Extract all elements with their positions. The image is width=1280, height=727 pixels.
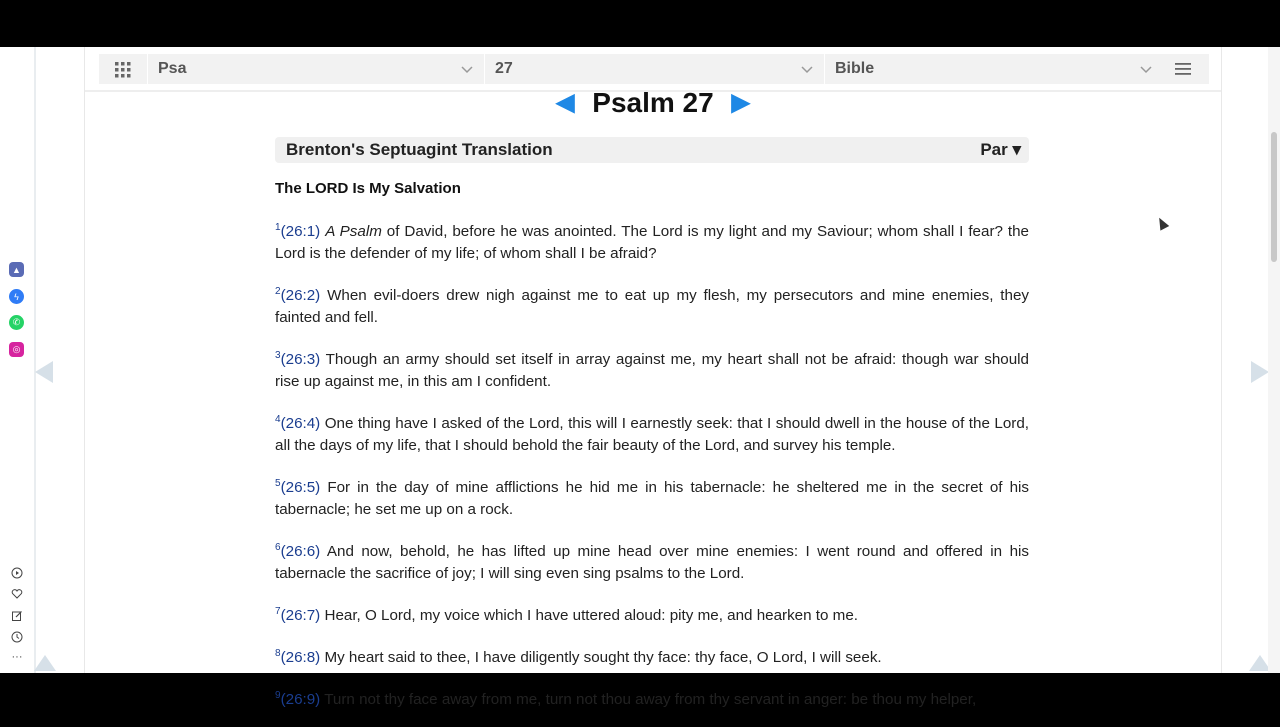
verse-reference[interactable]: (26:7) (280, 607, 321, 624)
chapter-heading (85, 87, 1221, 119)
verse (275, 537, 1029, 585)
verse-text: Turn not thy face away from me, turn not thou away from thy servant in anger: be thou my helper, (320, 691, 977, 708)
play-icon[interactable] (10, 567, 24, 581)
verse-text: My heart said to thee, I have diligently sought thy face: thy face, O Lord, I will seek. (320, 649, 882, 666)
verse-text: When evil-doers drew nigh against me to eat up my flesh, my persecutors and mine enemies, they fainted and fell. (275, 287, 1029, 326)
more-icon[interactable]: ··· (11, 651, 23, 663)
chapter-select[interactable] (484, 54, 825, 84)
version-select-value: Bible (835, 60, 875, 77)
left-share-rail (0, 47, 36, 673)
next-chapter-arrow-icon[interactable]: ▶ (731, 89, 750, 116)
verse (275, 281, 1029, 329)
verse-number[interactable]: 4 (275, 414, 281, 425)
verse-reference[interactable]: (26:6) (280, 543, 321, 560)
version-select[interactable] (824, 54, 1164, 84)
verse (275, 601, 1029, 627)
verse-number[interactable]: 9 (275, 690, 281, 701)
verse-text: of David, before he was anointed. The Lord is my light and my Saviour; whom shall I fear? the Lord is the defender of my life; of whom shall I be afraid? (275, 223, 1029, 262)
verse-number[interactable]: 6 (275, 542, 281, 553)
verse-text: One thing have I asked of the Lord, this will I earnestly seek: that I should dwell in the house of the Lord, all the days of my life, that I should behold the fair beauty of the Lord, and survey his temple. (275, 415, 1029, 454)
grid-menu-icon[interactable] (115, 62, 131, 78)
hamburger-menu-icon[interactable] (1175, 62, 1191, 76)
verse-list (275, 217, 1029, 727)
instagram-icon[interactable]: ◎ (9, 342, 24, 357)
scroll-top-left-icon[interactable] (34, 655, 56, 671)
scrollbar-thumb[interactable] (1271, 132, 1277, 262)
verse-number[interactable]: 1 (275, 222, 281, 233)
translation-bar (275, 137, 1029, 163)
verse-number[interactable]: 5 (275, 478, 281, 489)
verse-reference[interactable]: (26:5) (280, 479, 321, 496)
verse-reference[interactable]: (26:3) (280, 351, 321, 368)
verse-reference[interactable]: (26:8) (280, 649, 321, 666)
book-select-value: Psa (158, 60, 187, 77)
browser-viewport (0, 47, 1280, 708)
verse (275, 345, 1029, 393)
section-heading: The LORD Is My Salvation (275, 180, 461, 197)
verse-number[interactable]: 3 (275, 350, 281, 361)
verse-text: Though an army should set itself in array against me, my heart shall not be afraid: though war should rise up against me, in this am I confident. (275, 351, 1029, 390)
next-page-arrow-icon[interactable] (1251, 361, 1269, 383)
chapter-select-value: 27 (495, 60, 513, 77)
whatsapp-icon[interactable]: ✆ (9, 315, 24, 330)
chevron-down-icon (461, 63, 473, 75)
verse (275, 473, 1029, 521)
verse (275, 643, 1029, 669)
verse-reference[interactable]: (26:9) (280, 691, 321, 708)
parallel-dropdown[interactable]: Par ▾ (980, 140, 1021, 159)
verse-text: Hear, O Lord, my voice which I have uttered aloud: pity me, and hearken to me. (320, 607, 858, 624)
verse-text: And now, behold, he has lifted up mine head over mine enemies: I went round and offered in his tabernacle the sacrifice of joy; I will sing even sing psalms to the Lord. (275, 543, 1029, 582)
prev-page-arrow-icon[interactable] (35, 361, 53, 383)
verse-reference[interactable]: (26:4) (280, 415, 321, 432)
chevron-down-icon (801, 63, 813, 75)
messenger-icon[interactable]: ϟ (9, 289, 24, 304)
verse (275, 217, 1029, 265)
prev-chapter-arrow-icon[interactable]: ◀ (556, 89, 575, 116)
navigation-bar (99, 54, 1209, 84)
main-page (84, 47, 1222, 708)
verse-number[interactable]: 2 (275, 286, 281, 297)
chevron-down-icon (1140, 63, 1152, 75)
app-icon[interactable]: ▲ (9, 262, 24, 277)
heart-icon[interactable] (10, 588, 24, 602)
verse (275, 409, 1029, 457)
scrollbar[interactable] (1268, 47, 1280, 673)
history-icon[interactable] (10, 631, 24, 645)
verse-text: For in the day of mine afflictions he hid me in his tabernacle: he sheltered me in the secret of his tabernacle; he set me up on a rock. (275, 479, 1029, 518)
chapter-title: Psalm 27 (592, 87, 714, 118)
verse-superscription: A Psalm (325, 223, 382, 240)
verse-number[interactable]: 8 (275, 648, 281, 659)
verse-reference[interactable]: (26:1) (280, 223, 321, 240)
book-select[interactable] (147, 54, 485, 84)
verse-reference[interactable]: (26:2) (280, 287, 321, 304)
edit-icon[interactable] (10, 610, 24, 624)
translation-name[interactable]: Brenton's Septuagint Translation (286, 140, 553, 159)
verse-number[interactable]: 7 (275, 606, 281, 617)
verse (275, 685, 1029, 711)
